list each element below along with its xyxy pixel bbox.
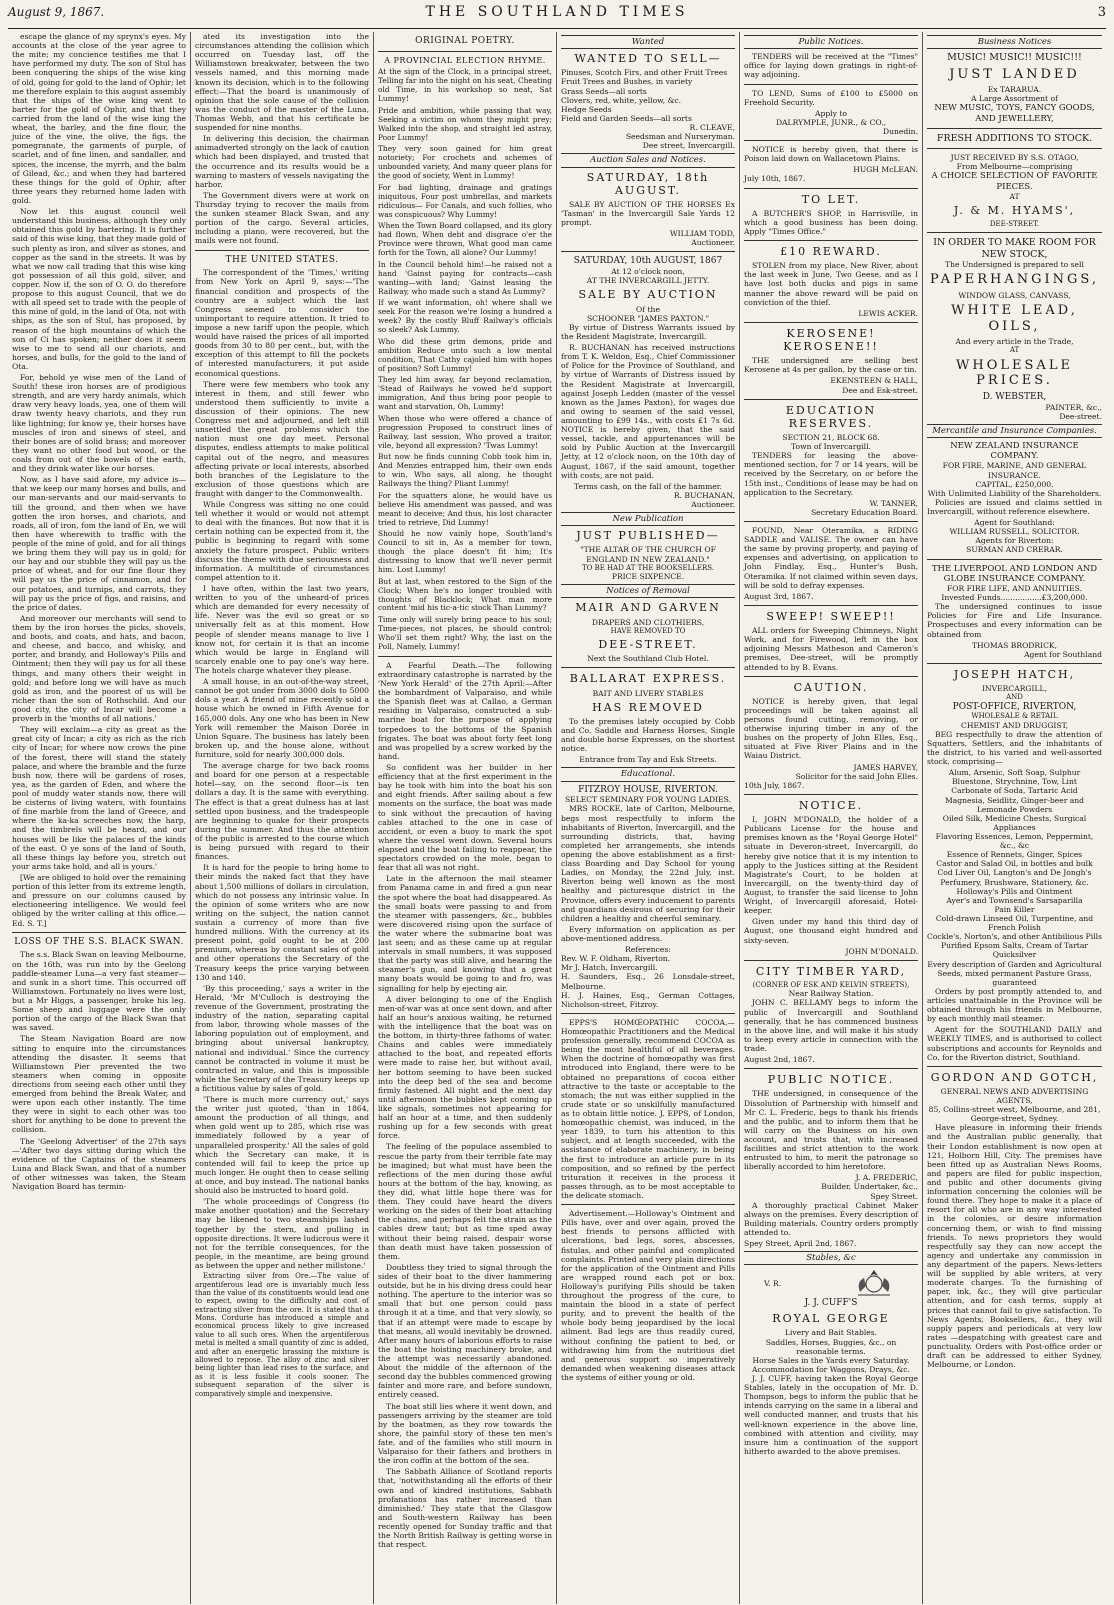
ad-text: DEE-STREET. <box>989 220 1040 229</box>
article-paragraph: ated its investigation into the circumstances attending the collision which occurred on Tuesday last, off the Williamstown breakwater, between the two vessels named, and this morning made known its decision, which is to the following effect:—That the board is unanimously of opinion that the sole cause of the collision was the conduct of the master of the Luna, Thomas Webb, and that his certificate be suspended for nine months. <box>195 32 369 133</box>
ad-text: SELECT SEMINARY FOR YOUNG LADIES. <box>564 795 732 805</box>
article-paragraph: So confident was her builder in her efficiency that at the first experiment in the bay he took with him into the boat his son and eight friends. After sailing about a few moments on the surface, the boat was made to sink without the precaution of having cables attached to the one in case of accident, or even a buoy to mark the spot where the vessel went down. Several hours elapsed and the boat failing to reappear, the spectators crowded on the mole, began to fear that all was not right. <box>378 762 552 873</box>
ad-text: To the premises lately occupied by Cobb and Co. Saddle and Harness Horses, Single and double horse Expresses, on the shortest notice. <box>561 716 735 754</box>
poem-stanza: If we want information, oh! where shall we seek For the reason we're losing a hundred a week? By the costly Bluff Railway's officials so sleek? Ask Lummy. <box>378 298 552 335</box>
ad-text: Of the <box>636 304 660 314</box>
ad-headline: BALLARAT EXPRESS. <box>569 672 727 686</box>
ad-text: POST-OFFICE, RIVERTON, <box>952 701 1077 712</box>
article-paragraph: 'By this proceeding,' says a writer in the Herald, 'Mr M'Culloch is destroying the revenue of the Government, prostrating the industry of the nation, separating capital from labor, throwing whole masses of the laboring population out of employment, and bringing about universal bankruptcy, national and individual.' Since the currency cannot be contracted in volume it must be contracted in value, and this is impossible while the Secretary of the Treasury keeps up a fictitious value by sales of gold. <box>195 983 369 1093</box>
ad-text: Near Railway Station. <box>788 989 874 999</box>
ad-headline: MAIR AND GARVEN <box>575 601 721 615</box>
royal-crest-icon <box>850 1268 898 1298</box>
ad-signature: DALRYMPLE, JUNR., & CO., <box>775 117 887 127</box>
stock-item: Oiled Silk, Medicine Chests, Surgical Appliances <box>942 813 1087 832</box>
stock-item: Cold-drawn Linseed Oil, Turpentine, and French Polish <box>935 914 1094 933</box>
ad-text: TO LEND, Sums of £100 to £5000 on Freehold Security. <box>744 88 918 107</box>
article-paragraph: And moreover our merchants will send to them by the iron horses the picks, shovels, and boots, and coats, and hats, and bacon, and cheese, and bacco, and whisky, and porter, and brandy, and Holloway's Pills and Ointment; then they will pay us for all these things, and many others their weight in gold; and before long we will have as much gold as iron, and the poorest of us will be richer than the son of Rothschild. And our good city, the city of Incar will become a proverb in the 'months of all nations.' <box>12 613 186 724</box>
divider <box>744 1068 918 1069</box>
section-heading: Public Notices. <box>744 35 918 49</box>
ad-text: Ex TARARUA. <box>987 85 1042 95</box>
ad-text: FOR FIRE LIFE, AND ANNUITIES. <box>946 583 1082 593</box>
poem-stanza: They very soon gained for him great notoriety; For crochets and schemes of unbounded variety, And many queer plans for the good of society, Went in Lummy! <box>378 144 552 181</box>
ad-signature: J. A. FREDERIC, <box>855 1173 918 1183</box>
ad-text: R. BUCHANAN has received instructions from T. K. Weldon, Esq., Chief Commissioner of Police for the Province of Southland, and by virtue of Warrants of Distress issued by the Resident Magistrate at Invercargill, against Joseph Ledden (master of the vessel known as the James Paxton), for wages due and owing to seamen of the said vessel, amounting to £99 14s., with costs £1 7s 6d. NOTICE is hereby given, that the said vessel, tackle, and appurtenances will be sold by Public Auction at the Invercargill Jetty, at 12 o'clock noon, on the 10th day of August, 1867, if the said amount, together with costs, are not paid. <box>561 343 735 480</box>
ad-text: INVERCARGILL, <box>982 684 1047 694</box>
ad-text: Have pleasure in informing their friends and the Australian public generally, that their London establishment is now open at 121, Holborn Hill, City. The premises have been fitted up as Australian News Rooms, and papers are filed for public inspection, and public and other documents giving information concerning the colonies will be found there. They hope to make it a place of resort for all who are in any way interested in the colonies, or desire information concerning them, or wish to find missing friends. To news proprietors they would respectfully say they can now accept the agency and undertake any commission in any department of the papers. News-letters will be supplied by able writers, at very moderate charges. To the furnishing of paper, ink, &c., they will give particular attention, and for cash terms, supply at prices that cannot fail to give satisfaction. To News Agents, Booksellers, &c., they will supply papers and periodicals at very low rates —despatching with greatest care and punctuality. Orders with Post-office order or draft can be addressed to either Sydney, Melbourne, or London. <box>927 1123 1102 1370</box>
ad-text: Apply to <box>815 108 847 118</box>
ad-text: J. J. CUFF, having taken the Royal George Stables, lately in the occupation of Mr. D. Thompson, begs to inform the public that he intends carrying on the same in a liberal and well conducted manner, and trusts that his well-known experience in the above line, combined with attention and civility, may insure him a continuation of the support hitherto awarded to the above premises. <box>744 1373 918 1456</box>
ad-text: WHOLESALE & RETAIL <box>971 712 1058 721</box>
ad-signature: Seedsman and Nurseryman. <box>625 132 735 142</box>
ad-text: DRAPERS AND CLOTHIERS, <box>591 617 705 627</box>
reference-item: Mr J. Hatch, Invercargill. <box>561 963 658 973</box>
ad-text: 85, Collins-street west, Melbourne, and 281, George-street, Sydney. <box>928 1105 1101 1124</box>
divider <box>744 676 918 677</box>
ad-text: A CHOICE SELECTION OF FAVORITE PIECES. <box>931 171 1098 192</box>
ad-headline: FRESH ADDITIONS TO STOCK. <box>936 132 1093 144</box>
ad-text: MRS ROCKE, late of Carlton, Melbourne, begs most respectfully to inform the inhabitants of Riverton, Invercargill, and the surrounding districts, that, having completed her arrangements, she intends opening the above establishment as a first-class Boarding and Day School for young Ladies, on Monday, the 22nd July, inst. Riverton being well known as the most healthy and picturesque district in the Province, offers every inducement to parents and guardians desirous of securing for their children a healthy and cheerful seminary. <box>561 804 735 923</box>
article-paragraph: The Sabbath Alliance of Scotland reports that, 'notwithstanding all the efforts of their own and of kindred institutions, Sabbath profanations has rather increased than diminished.' They state that the Glasgow and South-western Railway has been recently opened for Sunday traffic and that the North British Railway is getting worse in that respect. <box>378 1467 552 1550</box>
poem-stanza: Time only will surely bring peace to his soul; Time-pieces, not places, he should control; Who'll set them right? Why, the last on the Poll, Namely, Lummy! <box>378 615 552 651</box>
ad-headline: WANTED TO SELL— <box>574 52 722 66</box>
ad-headline: SATURDAY, 10th AUGUST, 1867 <box>573 256 723 267</box>
divider <box>744 84 918 85</box>
ad-text: AT <box>1009 191 1020 201</box>
article-paragraph: A Fearful Death.—The following extraordinary catastrophe is narrated by the 'New York Herald' of the 27th April:—After the bombardment of Valparaiso, and while the Spanish fleet was at Callao, a German residing in Valparaiso, constructed a sub-marine boat for the purpose of applying torpedoes to the bottoms of the Spanish frigates. The boat was about forty feet long and was propelled by a screw worked by the hand. <box>378 660 552 761</box>
stock-item: Bluestone, Strychnine, Tow, Lint <box>952 777 1077 787</box>
ad-headline: THE LIVERPOOL AND LONDON AND GLOBE INSURANCE COMPANY. <box>931 563 1098 584</box>
article-paragraph: escape the glance of my sprynx's eyes. My accounts at the close of the year agree to the mite; my concience testifies me that I have performed my duty. The son of Stul has been conquering the ships of the wise king of old, going for gold to the land of Ophir; let me therefore explain to this august assembly that the ships of the wise king went to barter for the gold of Ophir, and that they carried from the land of the wise king the wheat, the barley, and the fine flour, the juice of the vine, the olive, the figs, the pomegranate, the garments of purple, of scarlet, and of fine linen, and sandaller, and spices, the incense, the myrrh, and the balm of Gilead, &c.; and when they had bartered these things for the gold of Ophir, after three years they returned home laden with gold. <box>12 32 186 205</box>
ad-signature: PAINTER, &c., <box>1045 402 1102 412</box>
ad-headline: WHOLESALE PRICES. <box>956 357 1073 389</box>
ad-text: Every information on application as per above-mentioned address. <box>561 924 735 943</box>
ad-text: EPPS'S HOMŒOPATHIC COCOA.—Homœopathic Practitioners and the Medical profession generally, recommend COCOA as being the most healthful of all beverages. When the doctrine of homœopathy was first introduced into England, there were to be obtained no preparations of cocoa either attractive to the taste or acceptable to the stomach; the nut was either supplied in the crude state or so unskilfully manufactured as to obtain little notice. J. EPPS, of London, homœopathic chemist, was induced, in the year 1839, to turn his attention to this subject, and at length succeeded, with the assistance of elaborate machinery, in being the first to introduce an article pure in its composition, and so refined by the perfect trituration it receives in the process it passes through, as to be most acceptable to the delicate stomach. <box>561 1017 735 1200</box>
ad-text: Policies are issued and claims settled in Invercargill, without reference elsewhere. <box>927 497 1102 517</box>
ad-headline: TO LET. <box>801 192 861 206</box>
article-paragraph: There were few members who took any interest in them, and still fewer who understood them sufficiently to invite a discussion of their opinions. The new Congress met and adjourned, and left still unsettled the great problems which the nation must one day meet. Personal disputes, endless attempts to make political capital out of the negro, and measures affecting private or local interests, absorbed both branches of the Legislature to the exclusion of those questions which are fraught with danger to the Commonwealth. <box>195 379 369 498</box>
ad-signature: D. WEBSTER, <box>982 391 1047 402</box>
poem-stanza: But now he finds cunning Cobb took him in, And Menzies entrapped him, their own ends to win, Who says, all along, he thought Railways the thing? Pliant Lummy! <box>378 452 552 489</box>
page-number: 3 <box>1097 5 1106 20</box>
ad-headline: JUST LANDED <box>949 66 1080 82</box>
ad-text: PRICE SIXPENCE. <box>611 572 685 582</box>
royal-crest-row <box>744 1268 918 1298</box>
stock-item: Alum, Arsenic, Soft Soap, Sulphur <box>948 768 1081 778</box>
reference-item: H. Saunders, Esq., 26 Lonsdale-street, Melbourne. <box>561 972 735 991</box>
ad-headline: PAPERHANGINGS, <box>930 272 1099 288</box>
ad-headline: JOSEPH HATCH, <box>953 667 1076 681</box>
divider <box>561 1013 735 1014</box>
stock-item: Ayer's and Townsend's Sarsaparilla <box>946 895 1083 905</box>
article-paragraph: Now, as I have said afore, my advice is—that we keep our many horses and bulls, and our man-servants and our maid-servants to till the ground, and then when we have gotten the iron horses, and chariots, and roads, all of iron, fom the land of En, we will then have wherewith to traffic with the people of the mine of gold, and for all things we bring them they will pay us in gold; for our hay and our stubble they will pay us the price of wheat, and for our fine flour they will pay us the price of cinnamon, and for our potatoes, and turnips, and carrots, they will pay us the price of figs, and raisins, and the price of dates. <box>12 475 186 612</box>
article-paragraph: The s.s. Black Swan on leaving Melbourne, on the 16th, was run into by the Geelong paddle-steamer Luna—a very fast steamer—and sunk in a short time. This occurred off Williamstown. Fortunately no lives were lost, but a Mr Higgs, a passenger, broke his leg. Some sheep and luggage were the only portion of the cargo of the Black Swan that was saved. <box>12 950 186 1033</box>
ad-signature: WILLIAM TODD, <box>669 229 735 239</box>
ad-signature: HUGH McLEAN. <box>853 165 918 175</box>
stock-item: Purified Epsom Salts, Cream of Tartar <box>940 941 1089 951</box>
ad-text: Livery and Bait Stables. <box>784 1328 878 1338</box>
section-heading: Stables, &c <box>744 1251 918 1265</box>
ad-signature: SURMAN AND CRERAR. <box>966 545 1063 555</box>
ad-signature: JOHN M'DONALD. <box>845 946 918 956</box>
article-paragraph: Now let this august council well understand this business, although they only obtained this gold by bartering. It is further said of this wise king, that they made gold of such plenty as iron, and silver as stones, and copper as the sand in the streets. It was by what we now call trading that this wise king got possession of all this gold, silver, and copper. Now if, the son of O. O. do therefore propose to this august Council, that we do with all speed set to trade with the people of this mine of gold, in the land of Ota, not with ships, as the son of Stul, has proposed, by reason of the high mountains of which the son of Ci has spoken; neither does it seem wise to me to send all our chariots, and horses, and bulls, for the gold to the land of Ota. <box>12 207 186 371</box>
ad-headline: J. & M. HYAMS', <box>953 203 1076 217</box>
ad-text: BAIT AND LIVERY STABLES <box>592 688 704 698</box>
ad-headline: KEROSENE! KEROSENE!! <box>783 326 879 354</box>
poem-stanza: In the Council behold him!—he raised not a hand 'Gainst paying for contracts—cash wanting—with land; 'Gainst leasing the Railway, who made such a stand As Lummy? <box>378 259 552 296</box>
ad-item: Grass Seeds—all sorts <box>561 86 647 96</box>
section-heading: Business Notices <box>927 35 1102 49</box>
ad-headline: EDUCATION RESERVES. <box>785 403 877 430</box>
vr-label: V. R. <box>764 1278 782 1288</box>
section-heading: Auction Sales and Notices. <box>561 153 735 167</box>
stock-item: Castor and Salad Oil, in bottles and bulk <box>936 859 1093 869</box>
ad-text: The Undersigned is prepared to sell <box>945 260 1084 270</box>
article-paragraph: Doubtless they tried to signal through the sides of their boat to the diver hammering outside, but he in his diving dress could hear nothing. The aperture to the interior was so small that but one person could pass through it at a time, and that very slowly, so that if an attempt were made to escape by that means, all would inevitably be drowned. After many hours of laborious efforts to raise the boat the hoisting machinery broke, and the attempt was necessarily abandoned. About the middle of the afternoon of the second day the bubbles commenced growing fainter and more rare, and before sundown, entirely ceased. <box>378 1262 552 1400</box>
article-paragraph: Extracting silver from Ore.—The value of argentiferous lead ore is invariably much less than the value of its constituents would lead one to expect, owing to the difficulty and cost of extracting silver from the ore. It is stated that a Mons. Cordurie has introduced a simple and economical process likely to give increased value to all such ores. When the argentiferous metal is melted a small quantity of zinc is added, and after an energetic brassing the mixture is allowed to repose. The alloy of zinc and silver being lighter than lead rises to the surface, and as it is less fusible it cools sooner. The subsequent separation of the silver is comparatively simple and inexpensive. <box>195 1272 369 1398</box>
divider <box>561 667 735 668</box>
poem-stanza: For the squatters alone, he would have us believe His amendment was passed, and was meant to deceive; And thus, his lost character tried to retrieve, Did Lummy! <box>378 490 552 527</box>
section-heading: Wanted <box>561 35 735 49</box>
divider <box>927 559 1102 560</box>
ad-signature: Builder, Undertaker, &c., <box>821 1182 918 1192</box>
ad-date: August 2nd, 1867. <box>744 1055 815 1065</box>
article-heading: LOSS OF THE S.S. BLACK SWAN. <box>14 936 184 947</box>
ad-text: GENERAL NEWS AND ADVERTISING AGENTS, <box>940 1086 1089 1106</box>
ad-item: Field and Garden Seeds—all sorts <box>561 113 692 123</box>
poem-stanza: Who did these grim demons, pride and ambition Reduce unto such a low mental condition, That Cathy cajoled him with hopes of position? Soft Lummy! <box>378 336 552 373</box>
section-heading: Mercantile and Insurance Companies. <box>927 424 1102 438</box>
article-paragraph: It is hard for the people to bring home to their minds the naked fact that they have about 1,500 millions of dollars in circulation, which do not possess any intrinsic value. In the opinion of some writers who are now writing on the subject, the nation cannot sustain a currency of more than five hundred millions. With the currency at its present point, gold ought to be at 200 premium, whereas by constant sales of gold and other operations the Secretary of the Treasury keeps the price varying between 130 and 140. <box>195 863 369 982</box>
ad-text: TENDERS for leasing the above-mentioned section, for 7 or 14 years, will be received by the Secretary, on or before the 15th inst., Conditions of lease may be had on application to the Secretary. <box>744 451 918 497</box>
column-1 <box>8 32 191 1604</box>
ad-signature: Secretary Education Board. <box>810 507 918 517</box>
ad-headline: CITY TIMBER YARD, <box>755 964 907 978</box>
poem-stanza: Should he now vainly hope, South'land's Council to sit in, As a member for town, though the place doesn't fit him; It's distressing to know that we'll never permit him. Lost Lummy! <box>378 529 552 574</box>
article-paragraph: Late in the afternoon the mail steamer from Panama came in and fired a gun near the spot where the boat had disappeared. As the small boats were passing to and from the steamer with passengers, &c., bubbles were discovered rising upon the surface of the water where the submarine boat was last seen; and as these came up at regular intervals in small numbers, it was supposed that the party was still alive, and hearing the steamer's gun, and knowing that a great many boats would be going to and fro, was signalling for help by ejecting air. <box>378 874 552 993</box>
ad-text: (CORNER OF ESK AND KELVIN STREETS), <box>752 980 910 989</box>
stock-item: Flavoring Essences, Lemon, Peppermint, &c., &c <box>935 832 1094 851</box>
ad-text: SCHOONER "JAMES PAXTON." <box>586 313 710 323</box>
ad-headline: PUBLIC NOTICE. <box>767 1073 895 1087</box>
ad-text: From Melbourne—comprising <box>956 162 1073 172</box>
ad-text: HAVE REMOVED TO <box>610 626 686 635</box>
ad-headline: FITZROY HOUSE, RIVERTON. <box>578 784 718 795</box>
stock-item: Cod Liver Oil, Langton's and De Jongh's <box>937 868 1092 878</box>
article-paragraph: While Congress was sitting no one could tell whether it would or would not attempt to deal with the finances. But now that it is certain nothing can be expected from it, the public is beginning to regard with some anxiety the future prospect. Public writers discuss the theme with due seriousness and information. A multitude of circumstances compel attention to it. <box>195 500 369 582</box>
ad-headline: MUSIC! MUSIC!! MUSIC!!! <box>947 52 1082 64</box>
poem-stanza: Pride and ambition, while passing that way, Seeking a victim on whom they might prey; Walked into the shop, and straight led astray, Poor Lummy! <box>378 105 552 142</box>
stock-item: Quicksilver <box>992 950 1037 960</box>
ad-text: Terms cash, on the fall of the hammer. <box>573 481 722 491</box>
section-heading: ORIGINAL POETRY. <box>415 36 515 46</box>
article-paragraph: 'There is much more currency out,' says the writer just quoted, 'than in 1864, amount the production of all things, and when gold went up to 285, which rise was immediately followed by a year of unparalleled prosperity.' All the sales of gold which the Secretary can make, it is contended will fail to keep the price up much longer. He ought then to cease selling at once, and buy instead. The national banks should also be instructed to hoard gold. <box>195 1095 369 1196</box>
article-paragraph: The Government divers were at work on Thursday trying to recover the mails from the sunken steamer Black Swan, and any portion of the cargo. Several articles, including a piano, were recovered, but the mails were not found. <box>195 190 369 246</box>
ad-text: NOTICE is hereby given, that there is Poison laid down on Wallacetown Plains. <box>744 145 918 164</box>
divider <box>744 605 918 606</box>
poem-stanza: When the Town Board collapsed, and its glory had flown, When debt and disgrace o'er the Province were thrown, What good man came forth for the Town, all alone? Our Lummy! <box>378 221 552 258</box>
editor-note: [We are obliged to hold over the remaining portion of this letter from its extreme length, and pressure on our columns caused by electioneering intelligence. We would feel obliged by the writer calling at this office.—Ed. S. T.] <box>12 872 186 928</box>
ad-text: NEW MUSIC, TOYS, FANCY GOODS, AND JEWELLERY, <box>934 103 1095 124</box>
divider <box>561 251 735 252</box>
ad-headline: CAUTION. <box>793 680 869 694</box>
ad-headline: SWEEP! SWEEP!! <box>766 609 896 623</box>
ad-date: Spey Street, April 2nd, 1867. <box>744 1239 857 1249</box>
ad-text: A thoroughly practical Cabinet Maker always on the premises. Every description of Building materials. Country orders promptly attended to. <box>744 1200 918 1238</box>
ad-date: July 10th, 1867. <box>744 174 806 184</box>
ad-signature: R. CLEAVE, <box>689 123 735 133</box>
newspaper-title: THE SOUTHLAND TIMES <box>425 4 689 20</box>
column-2 <box>191 32 374 1604</box>
ad-text: AT <box>1009 346 1020 355</box>
divider <box>378 656 552 657</box>
ad-headline: ROYAL GEORGE <box>772 1312 890 1326</box>
poem <box>378 68 552 651</box>
ad-date: 10th July, 1867. <box>744 780 805 790</box>
article-paragraph: A small house, in an out-of-the-way street, cannot be got under from 3000 dols to 5000 dols a year. A friend of mine recently sold a house which he owned in Fifth Avenue for 165,000 dols. Any one who has been in New York will remember the Maison Dorée in Union Square. The business has lately been broken up, and the house alone, without furniture, sold for nearly 300,000 dols. <box>195 677 369 759</box>
ad-headline: £10 REWARD. <box>780 245 882 259</box>
divider <box>744 188 918 189</box>
divider <box>927 128 1102 129</box>
reference-item: Rev. W. F. Oldham, Riverton. <box>561 954 671 964</box>
ad-text: SALE BY AUCTION OF THE HORSES Ex 'Tasman' in the Invercargill Sale Yards 12 prompt. <box>561 199 735 228</box>
ad-text: WINDOW GLASS, CANVASS, <box>958 290 1071 300</box>
poem-stanza: When those who were offered a chance of progression Proposed to construct lines of Railway, last session, Who proved a traitor, vile, beyond all expression? 'Twas Lummy! <box>378 413 552 450</box>
poem-title: A PROVINCIAL ELECTION RHYME. <box>384 55 546 65</box>
ad-headline: WHITE LEAD, OILS, <box>951 303 1078 334</box>
masthead <box>8 4 1106 29</box>
article-paragraph: A diver belonging to one of the English men-of-war was at once sent down, and after half an hour's anxious waiting, he returned with the intelligence that the boat was on the bottom, in thirty-three fathoms of water. Chains and cables were immediately attached to the boat, and repeated efforts were made to raise her, but without avail, her bottom seeming to have been sucked into the deep bed of the sea and become firmly fastened. All night and the next day until afternoon the bubbles kept coming up like signals, sometimes not appearing for half an hour at a time, and then suddenly rushing up for a few seconds with great force. <box>378 994 552 1141</box>
ad-text: The undersigned continues to issue Policies for Fire and Life Insurance. Prospectuses and every information can be obtained from <box>927 602 1102 639</box>
column-5 <box>740 32 923 1604</box>
ad-text: Next the Southland Club Hotel. <box>587 654 709 664</box>
ad-date: August 3rd, 1867. <box>744 591 814 601</box>
divider <box>561 1204 735 1205</box>
stock-item: Cockle's, Norton's, and other Antibilious Pills <box>927 932 1102 942</box>
ad-signature: R. BUCHANAN, <box>673 490 735 500</box>
section-heading: Notices of Removal <box>561 584 735 598</box>
ad-signature: Dunedin. <box>883 126 918 136</box>
ad-signature: THOMAS BRODRICK, <box>971 640 1057 650</box>
column-4 <box>557 32 740 1604</box>
ad-text: SECTION 21, BLOCK 68. <box>782 433 880 443</box>
section-heading: Educational. <box>561 767 735 781</box>
ad-signature: WILLIAM RUSSELL, SOLICITOR. <box>949 527 1080 537</box>
article-paragraph: The boat still lies where it went down, and passengers arriving by the steamer are told by the boatmen, as they row towards the shore, the painful story of these ten men's fate, and of the families who still mourn in Valparaiso for their fathers and brothers in the iron coffin at the bottom of the sea. <box>378 1401 552 1466</box>
article-paragraph: 'The whole proceedings of Congress (to make another quotation) and the Secretary may be likened to two steamships lashed together by the stern, and pulling in opposite directions. It were ludicrous were it not for the terrible consequences, for the people, in the meantime, are being ground as between the upper and nether millstone.' <box>195 1197 369 1271</box>
ad-text: At 12 o'clock noon, <box>611 267 685 277</box>
ad-item: Hedge Seeds <box>561 104 612 114</box>
stock-item: Carbonate of Soda, Tartaric Acid <box>951 786 1078 796</box>
ad-signature: JAMES HARVEY, <box>853 762 918 772</box>
ad-signature: Auctioneer. <box>691 238 735 248</box>
ad-headline: SATURDAY, 18th AUGUST. <box>586 170 710 197</box>
ad-signature: EKENSTEEN & HALL, <box>830 376 918 386</box>
stock-item: Magnesia, Seidlitz, Ginger-beer and Lemonade Powders <box>944 795 1085 814</box>
poem-stanza: For bad lighting, drainage and gratings iniquitous, Four post umbrellas, and markets ridiculous— For Canals, and such follies, who was conspicuous? Why Lummy! <box>378 182 552 219</box>
ad-item: Clovers, red, white, yellow, &c. <box>561 95 682 105</box>
ad-item: Pinuses, Scotch Firs, and other Fruit Trees <box>561 68 728 78</box>
ad-text: Given under my hand this third day of August, one thousand eight hundred and sixty-seven. <box>744 917 918 945</box>
stock-item: Pain Killer <box>994 904 1035 914</box>
ad-signature: Spey Street. <box>870 1191 918 1201</box>
ad-signature: Dee-street. <box>1059 411 1102 421</box>
ad-headline: HAS REMOVED <box>592 700 704 714</box>
ad-text: JUST RECEIVED BY S.S. OTAGO, <box>950 153 1079 163</box>
ad-text: FOR FIRE, MARINE, AND GENERAL INSURANCE. <box>942 461 1087 480</box>
ad-signature: W. TANNER, <box>869 498 918 508</box>
ad-text: And every article in the Trade, <box>955 337 1074 347</box>
divider <box>744 521 918 522</box>
ad-text: AT THE INVERCARGILL JETTY. <box>586 276 710 286</box>
stock-item: Every description of Garden and Agricultural Seeds, mixed permanent Pasture Grass, guaranteed <box>927 959 1102 987</box>
article-paragraph: The average charge for two back rooms and board for one person at a respectable hotel—say, on the second floor—is ten dollars a day. It is the same with everything. The effect is that a great dulness has at last settled upon business, and the tradespeople are beginning to quake for their prospects during the summer. And thus the attention of the public is arrested to the course which is being pursued with regard to their finances. <box>195 761 369 862</box>
stock-item: Perfumery, Brushware, Stationery, &c. <box>940 877 1089 887</box>
ad-address: Dee street, Invercargill. <box>642 141 735 151</box>
ad-text: THE undersigned are selling best Kerosene at 4s per gallon, by the case or tin. <box>744 356 918 375</box>
article-paragraph: In delivering this decision, the chairman animadverted strongly on the lack of caution which had been displayed, and trusted that the occurrence and its results would be a warning to masters of vessels navigating the harbor. <box>195 134 369 189</box>
ad-text: Invested Funds.................£3,200,000. <box>941 593 1088 603</box>
ad-text: References: <box>625 945 671 955</box>
ad-text: Agent for the SOUTHLAND DAILY and WEEKLY TIMES, and is authorised to collect subscriptions and accounts for Reynolds and Co. for the Riverton district, Southland. <box>927 1025 1102 1062</box>
divider <box>12 932 186 933</box>
article-paragraph: The feeling of the populace assembled to rescue the party from their terrible fate may be imagined; but what must have been the reflections of the men during those awful hours at the bottom of the bay, knowing, as they did, what little hope there was for them. They could have heard the divers working on the sides of their boat attaching the chains, and perhaps felt the strain as the cables drew taut; but as time sped away without their being raised, despair worse than death must have taken possession of them. <box>378 1142 552 1261</box>
divider <box>744 140 918 141</box>
ad-signature: LEWIS ACKER. <box>858 308 918 318</box>
article-paragraph: I have often, within the last two years, written to you of the unheard-of prices which are demanded for every necessity of life. Never was the evil so great or so universally felt as at this moment. How people of slender means manage to live I know not, for certain it is that an income which would be large in England will scarcely enable one to pay one's way here. The hotels charge whatever they please. <box>195 584 369 676</box>
ad-text: Orders by post promptly attended to, and articles unattainable in the Province will be obtained through his friends in Melbourne, by each monthly mail steamer. <box>927 986 1102 1024</box>
ad-signature: Solicitor for the said John Elles. <box>795 771 918 781</box>
divider <box>927 1066 1102 1067</box>
ad-text: Advertisement.—Holloway's Ointment and Pills have, over and over again, proved the best friends to persons afflicted with ulcerations, bad legs, sores, abscesses, fistulas, and other painful and complicated complaints. Printed and very plain directions for the application of the Ointment and Pills are wrapped round each pot or box. Holloway's purifying Pills should be taken throughout the progress of the cure, to maintain the blood in a state of perfect purity, and to prevent the health of the whole body being jeopardised by the local ailment. Bad legs are thus readily cured, without confining the patient to bed, or withdrawing him from the nutritious diet and generous support so imperatively demanded when weakening diseases attack the systems of either young or old. <box>561 1209 735 1383</box>
poem-stanza: At the sign of the Clock, in a principal street, Telling far into the night on his seat, Cheating old Time, in his workshop so neat, Sat Lummy! <box>378 67 552 104</box>
ad-text: Town of Invercargill. <box>791 442 871 452</box>
ad-item: Fruit Trees and Bushes, in variety <box>561 77 693 87</box>
ad-text: NOTICE is hereby given, that legal proceedings will be taken against all persons found cutting, removing, or otherwise injuring timber in any of the bushes on the property of John Elles, Esq., situated at Five River Plains and in the Waiau District. <box>744 696 918 761</box>
ad-headline: IN ORDER TO MAKE ROOM FOR NEW STOCK, <box>933 237 1096 260</box>
article-paragraph: For, behold ye wise men of the Land of South! these iron horses are of prodigious strength, and are very hardy animals, which draw very heavy loads, yea, one of them will draw twenty heavy chariots, and they run like lightning; for know ye, their horses have muscles of iron and sinews of steel, and their bones are of solid brass; and moreover they want no other food but wood, or the coals from out of the bowels of the earth, and they drink water like our horses. <box>12 373 186 474</box>
ad-text: STOLEN from my place, New River, about the last week in June, Two Geese, and as I have lost both ducks and pigs in same manner the above reward will be paid on conviction of the thief. <box>744 261 918 307</box>
ad-text: CAPITAL, £250,000. <box>975 479 1054 489</box>
divider <box>378 51 552 52</box>
ad-headline: DEE-STREET. <box>598 638 698 652</box>
ad-text: Accommodation for Waggons, Drays, &c. <box>752 1364 910 1374</box>
divider <box>195 250 369 251</box>
column-3 <box>374 32 557 1604</box>
ad-headline: NOTICE. <box>798 798 864 812</box>
ad-headline: JUST PUBLISHED— <box>576 529 720 543</box>
ad-text: Entrance from Tay and Esk Streets. <box>579 755 717 765</box>
ad-signature: Auctioneer. <box>691 499 735 509</box>
divider <box>744 399 918 400</box>
ad-text: With Unlimited Liability of the Shareholders. <box>927 488 1102 498</box>
ad-text: I, JOHN M'DONALD, the holder of a Publicans License for the house and premises known as the "Royal George Hotel" situate in Deveron-street, Invercargill, do hereby give notice that it is my intention to apply to the Justices sitting at the Resident Magistrate's Court, to be holden at Invercargill, on the twenty-third day of August, to transfer the said license to John Wright, of Invercargill aforesaid, Hotel-keeper. <box>744 815 918 916</box>
stock-item: Holloway's Pills and Ointment <box>956 886 1073 896</box>
ad-text: TO BE HAD AT THE BOOKSELLERS. <box>581 563 715 572</box>
divider <box>744 794 918 795</box>
ad-headline: NEW ZEALAND INSURANCE COMPANY. <box>950 441 1079 462</box>
column-6 <box>923 32 1106 1604</box>
issue-date: August 9, 1867. <box>8 5 105 19</box>
divider <box>927 663 1102 664</box>
ad-headline: GORDON AND GOTCH, <box>930 1070 1099 1084</box>
poem-stanza: They led him away, far beyond reclamation, 'Stead of Railways he vowed he'd support immigration, And thus bring poor people to want and starvation, Oh, Lummy! <box>378 375 552 412</box>
stock-item: Essence of Rennets, Ginger, Spices <box>946 850 1083 860</box>
reference-item: H. J. Haines, Esq., German Cottages, Nicholson-street, Fitzroy. <box>561 990 735 1009</box>
ad-text: CHEMIST AND DRUGGIST, <box>961 720 1068 730</box>
divider <box>744 240 918 241</box>
ad-text: ALL orders for Sweeping Chimneys, Night Work, and for Firewood, left in the box adjoining Messrs Matheson and Cameron's premises, Dee-street, will be promptly attended to by B. Evans. <box>744 626 918 672</box>
ad-text: Agent for Southland: <box>974 518 1055 528</box>
ad-headline: SALE BY AUCTION <box>578 288 718 302</box>
article-paragraph: They will exclaim—a city as great as the great city of Incar; a city as rich as the rich city of Incar; for where now crows the pine of the forest, there will stand the stately palace, and where the bramble and the furze bush now, there will be gardens of roses, yea, as the garden of Eden, and where the pool of muddy water stands now, there will be cisterns of living waters, with fountains of fine marble from the land of Greece, and where the ka-ka screeches now, the harp, and the timbrels will be heard, and our houses will be like the palaces of the kinds of the east. O ye sons of the land of South, all these things lay before you, stretch out your arms take hold, and all is yours.' <box>12 725 186 871</box>
ad-text: FOUND, Near Oteramika, a RIDING SADDLE and VALISE. The owner can have the same by proving property, and paying of expenses and advertising, on application to John Findlay, Esq., Hunter's Bush, Oteramika. If not claimed within seven days, will be sold to defray expenses. <box>744 526 918 590</box>
ad-text: Agents for Riverton: <box>975 536 1054 546</box>
ad-text: JOHN C. BELLAMY begs to inform the public of Invercargill and Southland generally, that he has commenced business in the above line, and will make it his study to keep every article in connection with the trade. <box>744 998 918 1053</box>
ad-text: A Large Assortment of <box>971 94 1058 104</box>
article-paragraph: The 'Geelong Advertiser' of the 27th says—'After two days sitting during which the evidence of the Captains of the steamers Luna and Black Swan, and that of a number of other witnesses was taken, the Steam Navigation Board has termin- <box>12 1136 186 1192</box>
ad-text: Saddles, Horses, Buggies, &c., on reasonable terms. <box>765 1337 897 1356</box>
ad-text: BEG respectfully to draw the attention of Squatters, Settlers, and the inhabitants of the district, to his varied and well-assorted stock, comprising— <box>927 729 1102 767</box>
article-paragraph: The Steam Navigation Board are now sitting to enquire into the circumstances attending the disaster. It seems that Williamstown Pier prevented the two steamers when coming in opposite directions from seeing each other until they emerged from behind the Break Water, and were upon each other instantly. The time they were in sight to each other was too short for anything to be done to prevent the collision. <box>12 1034 186 1135</box>
divider <box>927 148 1102 149</box>
ad-text: AND <box>1006 693 1023 702</box>
ad-text: TENDERS will be received at the "Times" office for laying down gratings in right-of-way adjoining. <box>744 52 918 80</box>
article-paragraph: The correspondent of the 'Times,' writing from New York on April 9, says:—'The financial condition and prospects of the country are a subject which the last Congress seemed to consider too unimportant to require attention. It tried to impose a new tariff upon the people, which would have raised the prices of all imported goods from 30 to 80 per cent., but, with the exception of this attempt to fill the pockets of interested manufacturers, it put aside economical questions. <box>195 268 369 378</box>
divider <box>744 322 918 323</box>
ad-text: "THE ALTAR OF THE CHURCH OF ENGLAND IN NEW ZEALAND." <box>580 545 716 564</box>
ad-text: A BUTCHER'S SHOP, in Harrisville, in which a good business has been doing. Apply "Times Office." <box>744 208 918 236</box>
ad-text: THE undersigned, in consequence of the Dissolution of Partnership with himself and Mr C. L. Frederic, begs to thank his friends and the public, and to inform them that he will carry on the Business on his own account, and trusts that, with increased facilities and strict attention to the work entrusted to him, to merit the patronage so liberally accorded to him heretofore. <box>744 1089 918 1172</box>
ad-text: Horse Sales in the Yards every Saturday. <box>752 1355 910 1365</box>
article-heading: THE UNITED STATES. <box>225 254 339 265</box>
poem-stanza: But at last, when restored to the Sign of the Clock; When he's no longer troubled with thoughts of Blacklock; What man more content 'mid his tic-a-tic stock Than Lummy? <box>378 576 552 613</box>
section-heading: New Publication <box>561 512 735 526</box>
ad-text: By virtue of Distress Warrants issued by the Resident Magistrate, Invercargill. <box>561 322 735 341</box>
divider <box>744 960 918 961</box>
ad-headline: J. J. CUFF'S <box>804 1298 858 1309</box>
ad-signature: Agent for Southland <box>1024 649 1102 659</box>
divider <box>927 232 1102 233</box>
ad-signature: Dee and Esk-street. <box>842 385 918 395</box>
